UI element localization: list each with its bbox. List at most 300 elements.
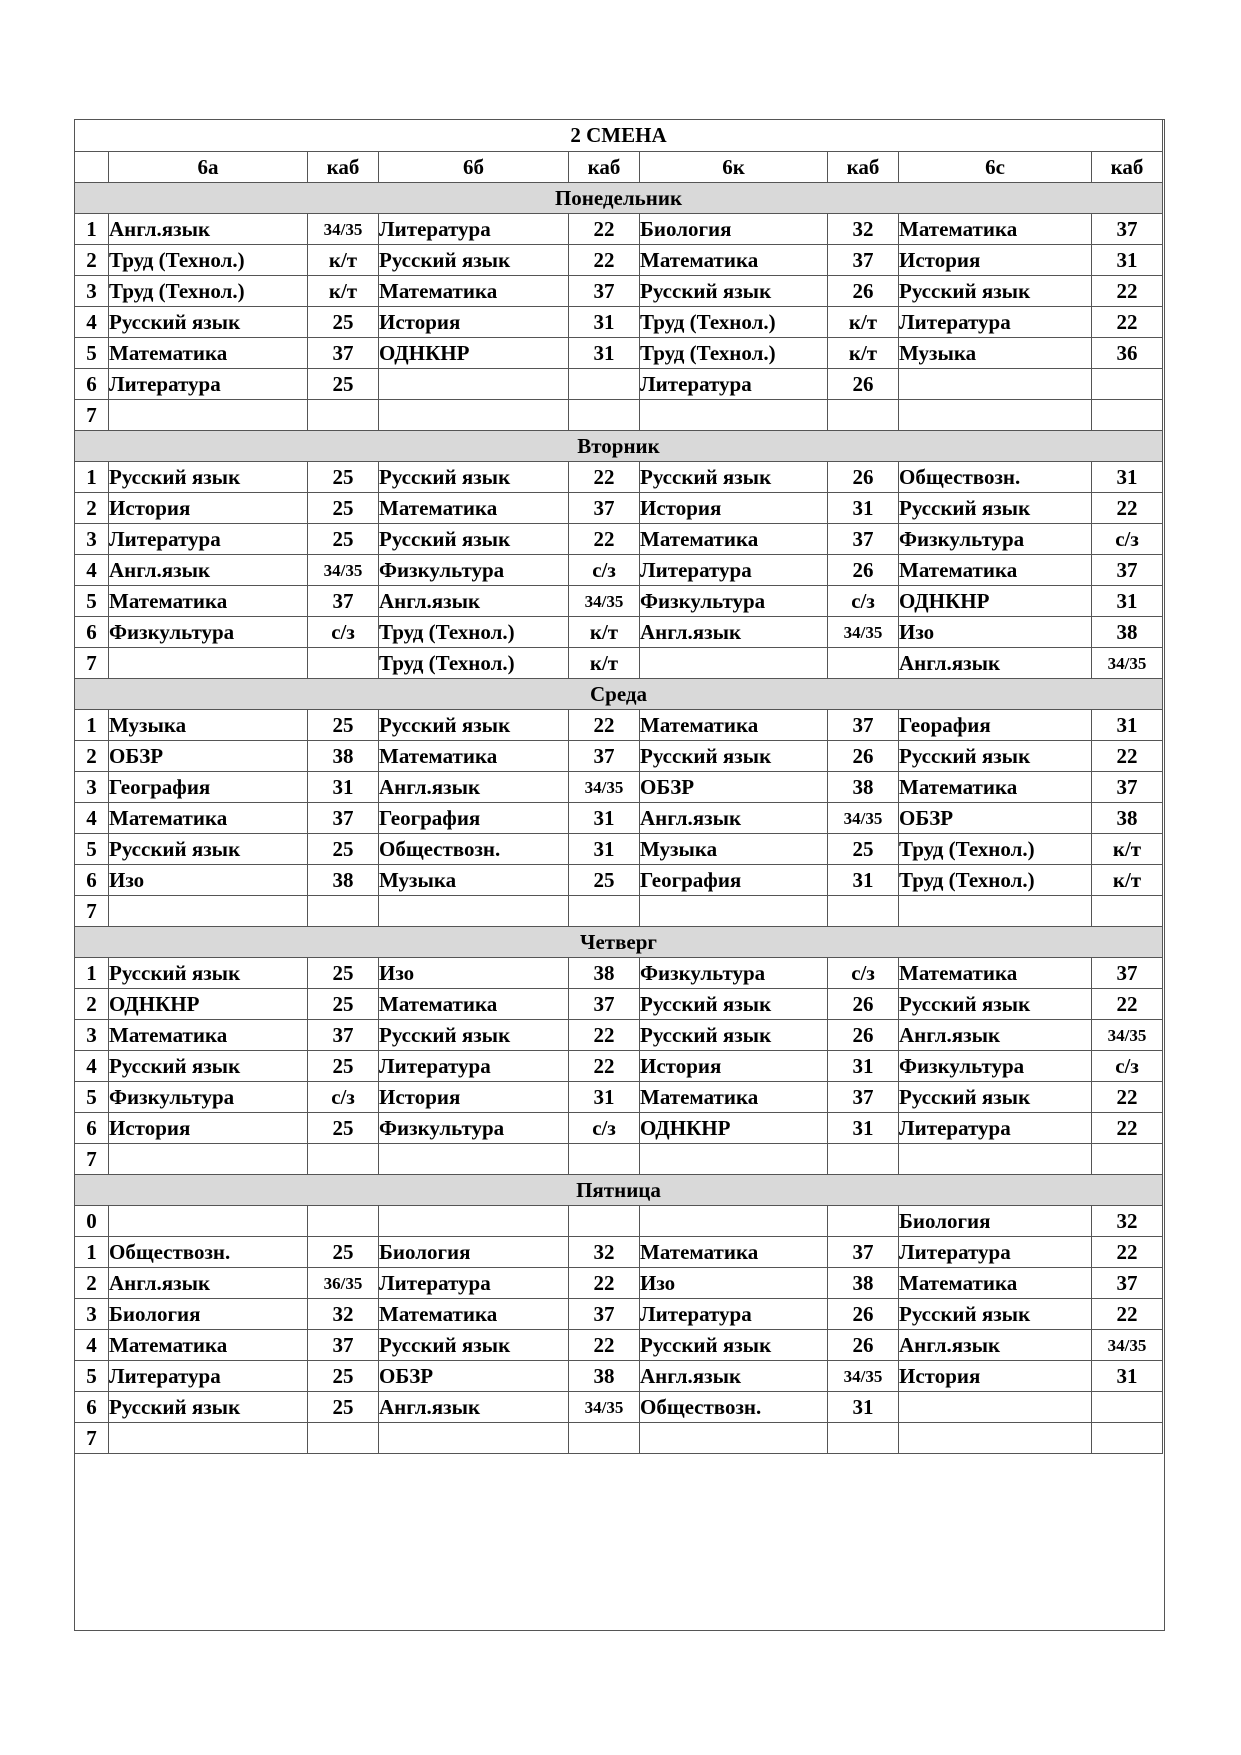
subject-cell: Музыка — [109, 710, 308, 741]
room-cell: 22 — [1092, 493, 1163, 524]
subject-cell: Физкультура — [899, 524, 1092, 555]
header-row — [75, 152, 1163, 183]
room-cell — [828, 1144, 899, 1175]
subject-cell — [640, 648, 828, 679]
subject-cell: Англ.язык — [640, 803, 828, 834]
subject-cell: Литература — [379, 214, 569, 245]
header-cell-num — [75, 152, 109, 183]
subject-cell: Русский язык — [640, 1330, 828, 1361]
lesson-number: 1 — [75, 1237, 109, 1268]
subject-cell — [379, 896, 569, 927]
subject-cell: Литература — [379, 1051, 569, 1082]
room-cell: 37 — [569, 276, 640, 307]
header-room-6a: каб — [308, 152, 379, 183]
room-cell: 34/35 — [569, 1392, 640, 1423]
subject-cell: Музыка — [640, 834, 828, 865]
lesson-number: 3 — [75, 1299, 109, 1330]
room-cell: 25 — [308, 462, 379, 493]
subject-cell: Русский язык — [640, 462, 828, 493]
room-cell: 22 — [569, 710, 640, 741]
room-cell: 31 — [828, 1392, 899, 1423]
day-name: Среда — [75, 679, 1163, 710]
shift-title: 2 СМЕНА — [75, 120, 1163, 152]
lesson-number: 4 — [75, 1330, 109, 1361]
room-cell: 22 — [1092, 1237, 1163, 1268]
subject-cell: ОДНКНР — [640, 1113, 828, 1144]
room-cell: 22 — [569, 1020, 640, 1051]
room-cell: 26 — [828, 741, 899, 772]
room-cell: 31 — [569, 338, 640, 369]
subject-cell: Русский язык — [379, 524, 569, 555]
room-cell: 34/35 — [1092, 648, 1163, 679]
room-cell: 25 — [308, 834, 379, 865]
room-cell: с/з — [828, 958, 899, 989]
subject-cell — [899, 1423, 1092, 1454]
lesson-row — [75, 214, 1163, 245]
room-cell: 31 — [569, 803, 640, 834]
room-cell: 38 — [828, 772, 899, 803]
lesson-row — [75, 772, 1163, 803]
room-cell: 36/35 — [308, 1268, 379, 1299]
subject-cell — [640, 1423, 828, 1454]
lesson-number: 2 — [75, 989, 109, 1020]
room-cell: к/т — [308, 276, 379, 307]
subject-cell: Георафия — [899, 710, 1092, 741]
lesson-row — [75, 1330, 1163, 1361]
lesson-row — [75, 1423, 1163, 1454]
subject-cell: Изо — [379, 958, 569, 989]
subject-cell: Обществозн. — [640, 1392, 828, 1423]
room-cell: 26 — [828, 555, 899, 586]
lesson-number: 7 — [75, 896, 109, 927]
room-cell: с/з — [308, 1082, 379, 1113]
subject-cell: Литература — [109, 524, 308, 555]
subject-cell — [899, 896, 1092, 927]
room-cell: 34/35 — [569, 586, 640, 617]
room-cell: 31 — [1092, 462, 1163, 493]
room-cell: 31 — [308, 772, 379, 803]
subject-cell: Литература — [640, 555, 828, 586]
subject-cell: Русский язык — [640, 276, 828, 307]
room-cell: 26 — [828, 989, 899, 1020]
lesson-number: 6 — [75, 1113, 109, 1144]
header-class-6s: 6с — [899, 152, 1092, 183]
subject-cell: Обществозн. — [109, 1237, 308, 1268]
room-cell: 37 — [308, 338, 379, 369]
subject-cell: Изо — [640, 1268, 828, 1299]
day-name: Вторник — [75, 431, 1163, 462]
lesson-row — [75, 1144, 1163, 1175]
room-cell: 26 — [828, 1330, 899, 1361]
lesson-row — [75, 1392, 1163, 1423]
header-class-6a: 6а — [109, 152, 308, 183]
subject-cell — [379, 1423, 569, 1454]
room-cell: 22 — [569, 524, 640, 555]
subject-cell: Математика — [379, 493, 569, 524]
subject-cell: Русский язык — [640, 741, 828, 772]
lesson-row — [75, 710, 1163, 741]
lesson-row — [75, 307, 1163, 338]
room-cell — [308, 400, 379, 431]
lesson-number: 7 — [75, 648, 109, 679]
room-cell: 22 — [569, 462, 640, 493]
subject-cell — [379, 369, 569, 400]
room-cell: 25 — [308, 710, 379, 741]
room-cell: 25 — [308, 524, 379, 555]
subject-cell — [379, 1144, 569, 1175]
room-cell — [308, 1206, 379, 1237]
lesson-number: 3 — [75, 276, 109, 307]
room-cell — [308, 648, 379, 679]
subject-cell: Физкультура — [379, 1113, 569, 1144]
room-cell: к/т — [1092, 865, 1163, 896]
room-cell: с/з — [1092, 1051, 1163, 1082]
day-header-row — [75, 1175, 1163, 1206]
room-cell: 36 — [1092, 338, 1163, 369]
lesson-number: 1 — [75, 958, 109, 989]
room-cell — [569, 1423, 640, 1454]
lesson-number: 1 — [75, 462, 109, 493]
subject-cell: Биология — [899, 1206, 1092, 1237]
room-cell: 34/35 — [828, 617, 899, 648]
lesson-number: 1 — [75, 214, 109, 245]
lesson-row — [75, 276, 1163, 307]
subject-cell: История — [899, 1361, 1092, 1392]
room-cell — [569, 1144, 640, 1175]
subject-cell: Русский язык — [109, 1392, 308, 1423]
subject-cell: Русский язык — [379, 1330, 569, 1361]
subject-cell: Англ.язык — [379, 772, 569, 803]
lesson-row — [75, 617, 1163, 648]
subject-cell: Музыка — [379, 865, 569, 896]
subject-cell: Математика — [109, 1330, 308, 1361]
room-cell: с/з — [308, 617, 379, 648]
room-cell: с/з — [569, 555, 640, 586]
subject-cell: Математика — [109, 586, 308, 617]
lesson-number: 6 — [75, 617, 109, 648]
lesson-number: 7 — [75, 400, 109, 431]
room-cell: 37 — [569, 1299, 640, 1330]
day-name: Четверг — [75, 927, 1163, 958]
room-cell: с/з — [569, 1113, 640, 1144]
lesson-row — [75, 338, 1163, 369]
subject-cell — [640, 400, 828, 431]
room-cell: 34/35 — [308, 214, 379, 245]
room-cell: 38 — [828, 1268, 899, 1299]
subject-cell: Русский язык — [640, 1020, 828, 1051]
subject-cell — [109, 1206, 308, 1237]
subject-cell: География — [109, 772, 308, 803]
subject-cell: История — [899, 245, 1092, 276]
room-cell — [1092, 896, 1163, 927]
subject-cell: Математика — [379, 276, 569, 307]
room-cell: 26 — [828, 462, 899, 493]
lesson-number: 2 — [75, 1268, 109, 1299]
subject-cell: Обществозн. — [379, 834, 569, 865]
subject-cell: Математика — [109, 803, 308, 834]
room-cell: 34/35 — [1092, 1330, 1163, 1361]
subject-cell: Литература — [640, 369, 828, 400]
room-cell: 34/35 — [308, 555, 379, 586]
room-cell: 37 — [1092, 214, 1163, 245]
subject-cell: Труд (Технол.) — [379, 617, 569, 648]
lesson-row — [75, 493, 1163, 524]
lesson-row — [75, 648, 1163, 679]
room-cell: 37 — [308, 803, 379, 834]
room-cell: 37 — [828, 710, 899, 741]
room-cell — [308, 1423, 379, 1454]
lesson-row — [75, 1361, 1163, 1392]
subject-cell: История — [379, 307, 569, 338]
subject-cell: Русский язык — [109, 958, 308, 989]
room-cell: 25 — [308, 1361, 379, 1392]
lesson-number: 4 — [75, 555, 109, 586]
subject-cell: Изо — [899, 617, 1092, 648]
lesson-number: 5 — [75, 1361, 109, 1392]
room-cell: 32 — [828, 214, 899, 245]
subject-cell: Русский язык — [899, 493, 1092, 524]
subject-cell: Литература — [899, 1237, 1092, 1268]
subject-cell: Русский язык — [899, 741, 1092, 772]
room-cell: 32 — [1092, 1206, 1163, 1237]
lesson-row — [75, 1237, 1163, 1268]
day-name: Пятница — [75, 1175, 1163, 1206]
schedule-table — [74, 119, 1163, 1454]
room-cell: 25 — [828, 834, 899, 865]
room-cell: 26 — [828, 1299, 899, 1330]
room-cell: к/т — [1092, 834, 1163, 865]
subject-cell — [109, 896, 308, 927]
subject-cell — [899, 1144, 1092, 1175]
room-cell: 37 — [569, 493, 640, 524]
subject-cell: Математика — [899, 1268, 1092, 1299]
lesson-number: 5 — [75, 338, 109, 369]
subject-cell: Англ.язык — [379, 586, 569, 617]
room-cell: 34/35 — [828, 803, 899, 834]
subject-cell: Математика — [640, 1237, 828, 1268]
subject-cell: Англ.язык — [899, 648, 1092, 679]
subject-cell: Литература — [899, 307, 1092, 338]
header-class-6k: 6к — [640, 152, 828, 183]
subject-cell: Биология — [109, 1299, 308, 1330]
subject-cell: Русский язык — [899, 989, 1092, 1020]
subject-cell: Математика — [109, 338, 308, 369]
subject-cell: Англ.язык — [640, 1361, 828, 1392]
subject-cell — [640, 1144, 828, 1175]
lesson-number: 3 — [75, 524, 109, 555]
lesson-number: 7 — [75, 1423, 109, 1454]
lesson-row — [75, 462, 1163, 493]
subject-cell: История — [379, 1082, 569, 1113]
subject-cell: ОДНКНР — [899, 586, 1092, 617]
room-cell: 25 — [308, 958, 379, 989]
room-cell: 22 — [1092, 1113, 1163, 1144]
subject-cell: Труд (Технол.) — [640, 338, 828, 369]
room-cell: 31 — [828, 865, 899, 896]
lesson-number: 6 — [75, 369, 109, 400]
lesson-row — [75, 1051, 1163, 1082]
subject-cell: География — [640, 865, 828, 896]
room-cell: 25 — [308, 1392, 379, 1423]
lesson-number: 5 — [75, 1082, 109, 1113]
subject-cell: Литература — [109, 369, 308, 400]
room-cell: 31 — [828, 1113, 899, 1144]
day-name: Понедельник — [75, 183, 1163, 214]
room-cell: 38 — [308, 741, 379, 772]
room-cell: 38 — [569, 1361, 640, 1392]
subject-cell: Математика — [640, 524, 828, 555]
room-cell: 38 — [308, 865, 379, 896]
subject-cell: Русский язык — [109, 1051, 308, 1082]
subject-cell: Математика — [379, 741, 569, 772]
subject-cell: Русский язык — [109, 462, 308, 493]
subject-cell: Русский язык — [109, 307, 308, 338]
room-cell: к/т — [569, 648, 640, 679]
subject-cell: Изо — [109, 865, 308, 896]
subject-cell: Труд (Технол.) — [899, 834, 1092, 865]
subject-cell: Физкультура — [640, 958, 828, 989]
shift-title-row — [75, 120, 1163, 152]
subject-cell: История — [640, 1051, 828, 1082]
subject-cell: Англ.язык — [109, 1268, 308, 1299]
subject-cell: Русский язык — [899, 276, 1092, 307]
subject-cell: Русский язык — [109, 834, 308, 865]
room-cell: 32 — [569, 1237, 640, 1268]
room-cell: 25 — [308, 989, 379, 1020]
room-cell: 22 — [569, 1268, 640, 1299]
room-cell: 22 — [1092, 741, 1163, 772]
room-cell — [569, 400, 640, 431]
subject-cell: Математика — [640, 710, 828, 741]
room-cell: 37 — [828, 1082, 899, 1113]
room-cell: 25 — [308, 1051, 379, 1082]
room-cell: 31 — [569, 834, 640, 865]
lesson-row — [75, 400, 1163, 431]
subject-cell — [899, 1392, 1092, 1423]
lesson-number: 6 — [75, 865, 109, 896]
subject-cell: Обществозн. — [899, 462, 1092, 493]
lesson-row — [75, 896, 1163, 927]
subject-cell: Англ.язык — [899, 1020, 1092, 1051]
room-cell — [308, 1144, 379, 1175]
lesson-number: 2 — [75, 245, 109, 276]
subject-cell: ОБЗР — [379, 1361, 569, 1392]
room-cell — [1092, 400, 1163, 431]
lesson-number: 5 — [75, 586, 109, 617]
subject-cell: Физкультура — [640, 586, 828, 617]
subject-cell: Математика — [379, 989, 569, 1020]
lesson-number: 6 — [75, 1392, 109, 1423]
lesson-row — [75, 989, 1163, 1020]
room-cell: 22 — [569, 1051, 640, 1082]
room-cell — [569, 369, 640, 400]
lesson-row — [75, 1113, 1163, 1144]
room-cell: 25 — [569, 865, 640, 896]
subject-cell: Русский язык — [640, 989, 828, 1020]
room-cell: 37 — [1092, 555, 1163, 586]
lesson-number: 2 — [75, 741, 109, 772]
subject-cell: Англ.язык — [899, 1330, 1092, 1361]
subject-cell: Физкультура — [109, 1082, 308, 1113]
lesson-row — [75, 958, 1163, 989]
subject-cell: Физкультура — [899, 1051, 1092, 1082]
subject-cell: Математика — [640, 245, 828, 276]
subject-cell — [109, 648, 308, 679]
lesson-row — [75, 1268, 1163, 1299]
lesson-row — [75, 586, 1163, 617]
subject-cell: Математика — [899, 214, 1092, 245]
subject-cell: Труд (Технол.) — [109, 245, 308, 276]
lesson-number: 4 — [75, 1051, 109, 1082]
subject-cell: Русский язык — [379, 1020, 569, 1051]
subject-cell: Биология — [640, 214, 828, 245]
subject-cell: Труд (Технол.) — [109, 276, 308, 307]
room-cell — [569, 1206, 640, 1237]
room-cell: 25 — [308, 307, 379, 338]
room-cell — [828, 400, 899, 431]
subject-cell: Англ.язык — [640, 617, 828, 648]
subject-cell: Труд (Технол.) — [640, 307, 828, 338]
room-cell: 31 — [1092, 1361, 1163, 1392]
subject-cell: Труд (Технол.) — [899, 865, 1092, 896]
subject-cell: Математика — [899, 772, 1092, 803]
room-cell — [1092, 1423, 1163, 1454]
lesson-row — [75, 1020, 1163, 1051]
room-cell: 22 — [569, 1330, 640, 1361]
room-cell: 37 — [1092, 772, 1163, 803]
subject-cell: Англ.язык — [109, 214, 308, 245]
subject-cell: ОДНКНР — [109, 989, 308, 1020]
room-cell — [308, 896, 379, 927]
room-cell: 38 — [569, 958, 640, 989]
subject-cell: Литература — [109, 1361, 308, 1392]
lesson-row — [75, 1299, 1163, 1330]
subject-cell: Физкультура — [109, 617, 308, 648]
subject-cell — [640, 1206, 828, 1237]
lesson-row — [75, 555, 1163, 586]
lesson-number: 7 — [75, 1144, 109, 1175]
lesson-number: 3 — [75, 772, 109, 803]
lesson-number: 4 — [75, 307, 109, 338]
header-room-6b: каб — [569, 152, 640, 183]
subject-cell — [109, 400, 308, 431]
subject-cell: История — [640, 493, 828, 524]
subject-cell: Русский язык — [899, 1299, 1092, 1330]
subject-cell — [899, 369, 1092, 400]
lesson-row — [75, 245, 1163, 276]
subject-cell: Англ.язык — [109, 555, 308, 586]
subject-cell: Труд (Технол.) — [379, 648, 569, 679]
room-cell: 37 — [1092, 1268, 1163, 1299]
day-header-row — [75, 927, 1163, 958]
room-cell: к/т — [308, 245, 379, 276]
room-cell: 22 — [1092, 1082, 1163, 1113]
room-cell: 22 — [1092, 989, 1163, 1020]
lesson-number: 1 — [75, 710, 109, 741]
room-cell: 37 — [308, 586, 379, 617]
room-cell: 31 — [828, 493, 899, 524]
room-cell — [828, 896, 899, 927]
subject-cell: Русский язык — [379, 245, 569, 276]
subject-cell: История — [109, 1113, 308, 1144]
room-cell — [828, 1206, 899, 1237]
subject-cell: Русский язык — [379, 462, 569, 493]
room-cell: 37 — [569, 741, 640, 772]
subject-cell: ОДНКНР — [379, 338, 569, 369]
subject-cell: Математика — [109, 1020, 308, 1051]
room-cell: 22 — [1092, 307, 1163, 338]
room-cell: 31 — [1092, 586, 1163, 617]
